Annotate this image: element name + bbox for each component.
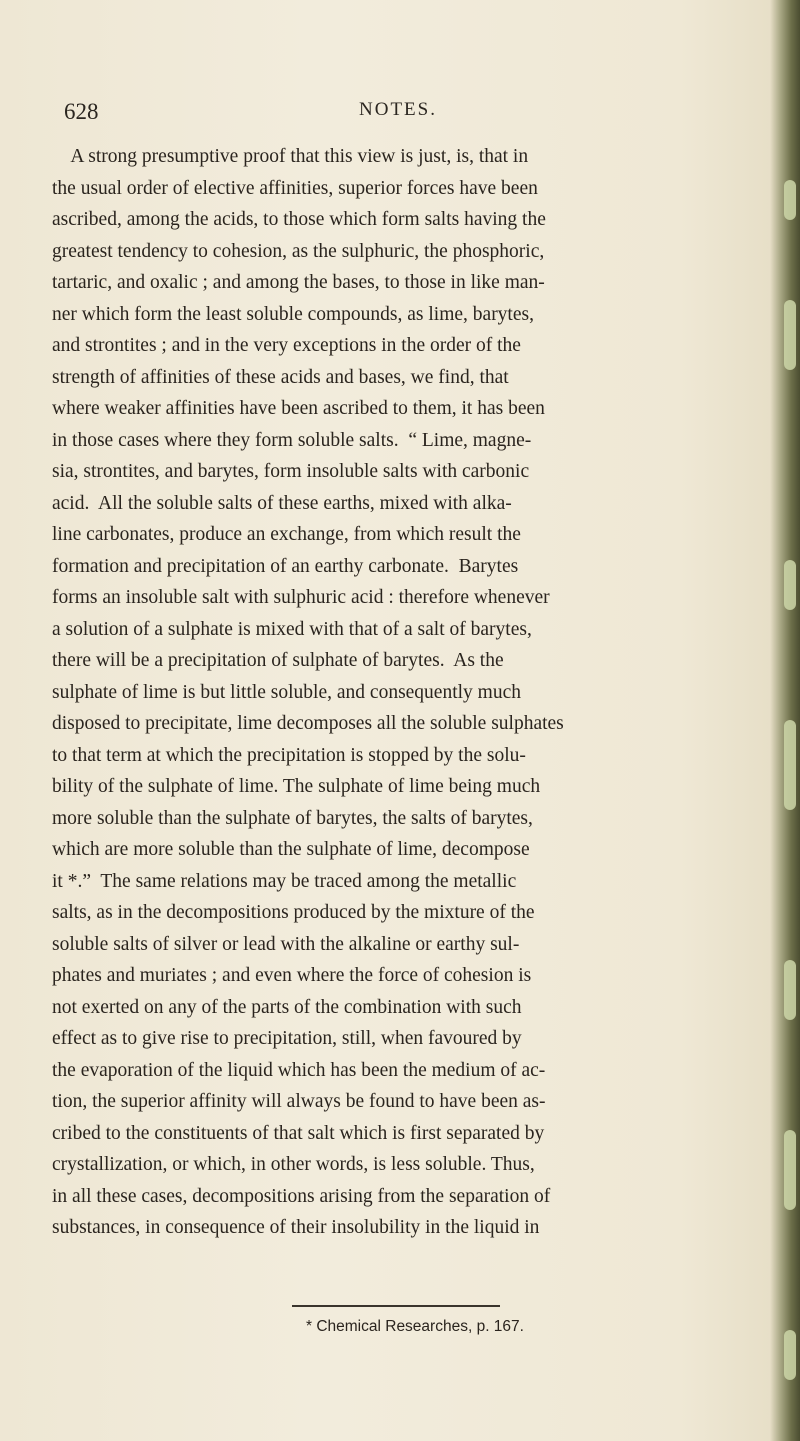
edge-stain bbox=[784, 720, 796, 810]
text-line: the evaporation of the liquid which has been the medium of ac- bbox=[52, 1059, 546, 1081]
text-line: salts, as in the decompositions produced by the mixture of the bbox=[52, 902, 535, 923]
text-line: disposed to precipitate, lime decomposes all the soluble sulphates bbox=[52, 713, 564, 734]
edge-stain bbox=[784, 960, 796, 1020]
text-line: line carbonates, produce an exchange, from which result the bbox=[52, 524, 521, 545]
text-line: cribed to the constituents of that salt which is first separated by bbox=[52, 1122, 545, 1144]
text-line: formation and precipitation of an earthy carbonate. Barytes bbox=[52, 555, 519, 577]
footnote: * Chemical Researches, p. 167. bbox=[306, 1318, 524, 1335]
text-line: soluble salts of silver or lead with the alkaline or earthy sul- bbox=[52, 933, 520, 955]
text-line: there will be a precipitation of sulphate of barytes. As the bbox=[52, 650, 504, 671]
text-line: sulphate of lime is but little soluble, and consequently much bbox=[52, 681, 521, 703]
text-line: greatest tendency to cohesion, as the sulphuric, the phosphoric, bbox=[52, 240, 545, 262]
edge-stain bbox=[784, 300, 796, 370]
text-line: in those cases where they form soluble salts. “ Lime, magne- bbox=[52, 429, 532, 451]
text-line: forms an insoluble salt with sulphuric acid : therefore whenever bbox=[52, 587, 550, 608]
text-line: acid. All the soluble salts of these earths, mixed with alka- bbox=[52, 492, 512, 514]
text-line: sia, strontites, and barytes, form insoluble salts with carbonic bbox=[52, 461, 530, 482]
text-line: the usual order of elective affinities, superior forces have been bbox=[52, 177, 538, 199]
text-line: more soluble than the sulphate of barytes, the salts of barytes, bbox=[52, 807, 533, 829]
text-line: phates and muriates ; and even where the force of cohesion is bbox=[52, 965, 532, 986]
text-line: crystallization, or which, in other words, is less soluble. Thus, bbox=[52, 1154, 535, 1175]
body-paragraph bbox=[52, 141, 780, 1244]
text-line: ner which form the least soluble compounds, as lime, barytes, bbox=[52, 303, 534, 325]
edge-stain bbox=[784, 180, 796, 220]
text-line: substances, in consequence of their insolubility in the liquid in bbox=[52, 1217, 540, 1238]
text-line: where weaker affinities have been ascribed to them, it has been bbox=[52, 398, 545, 419]
page-header bbox=[64, 99, 784, 129]
text-line: it *.” The same relations may be traced among the metallic bbox=[52, 870, 517, 892]
page-number: 628 bbox=[64, 99, 99, 124]
text-line: effect as to give rise to precipitation, still, when favoured by bbox=[52, 1028, 522, 1049]
text-line: A strong presumptive proof that this view is just, is, that in bbox=[52, 146, 529, 167]
text-line: to that term at which the precipitation is stopped by the solu- bbox=[52, 744, 526, 766]
text-line: in all these cases, decompositions arising from the separation of bbox=[52, 1185, 551, 1207]
text-line: bility of the sulphate of lime. The sulphate of lime being much bbox=[52, 776, 541, 797]
running-head: NOTES. bbox=[359, 99, 437, 120]
text-line: tion, the superior affinity will always be found to have been as- bbox=[52, 1091, 546, 1112]
text-line: not exerted on any of the parts of the combination with such bbox=[52, 996, 522, 1018]
text-line: ascribed, among the acids, to those which form salts having the bbox=[52, 209, 546, 230]
text-line: a solution of a sulphate is mixed with that of a salt of barytes, bbox=[52, 618, 532, 640]
text-line: strength of affinities of these acids and bases, we find, that bbox=[52, 366, 509, 388]
text-line: tartaric, and oxalic ; and among the bases, to those in like man- bbox=[52, 272, 545, 293]
edge-stain bbox=[784, 560, 796, 610]
text-line: and strontites ; and in the very exceptions in the order of the bbox=[52, 335, 521, 356]
edge-stain bbox=[784, 1130, 796, 1210]
edge-stain bbox=[784, 1330, 796, 1380]
text-line: which are more soluble than the sulphate of lime, decompose bbox=[52, 839, 530, 860]
footnote-rule bbox=[292, 1305, 500, 1307]
